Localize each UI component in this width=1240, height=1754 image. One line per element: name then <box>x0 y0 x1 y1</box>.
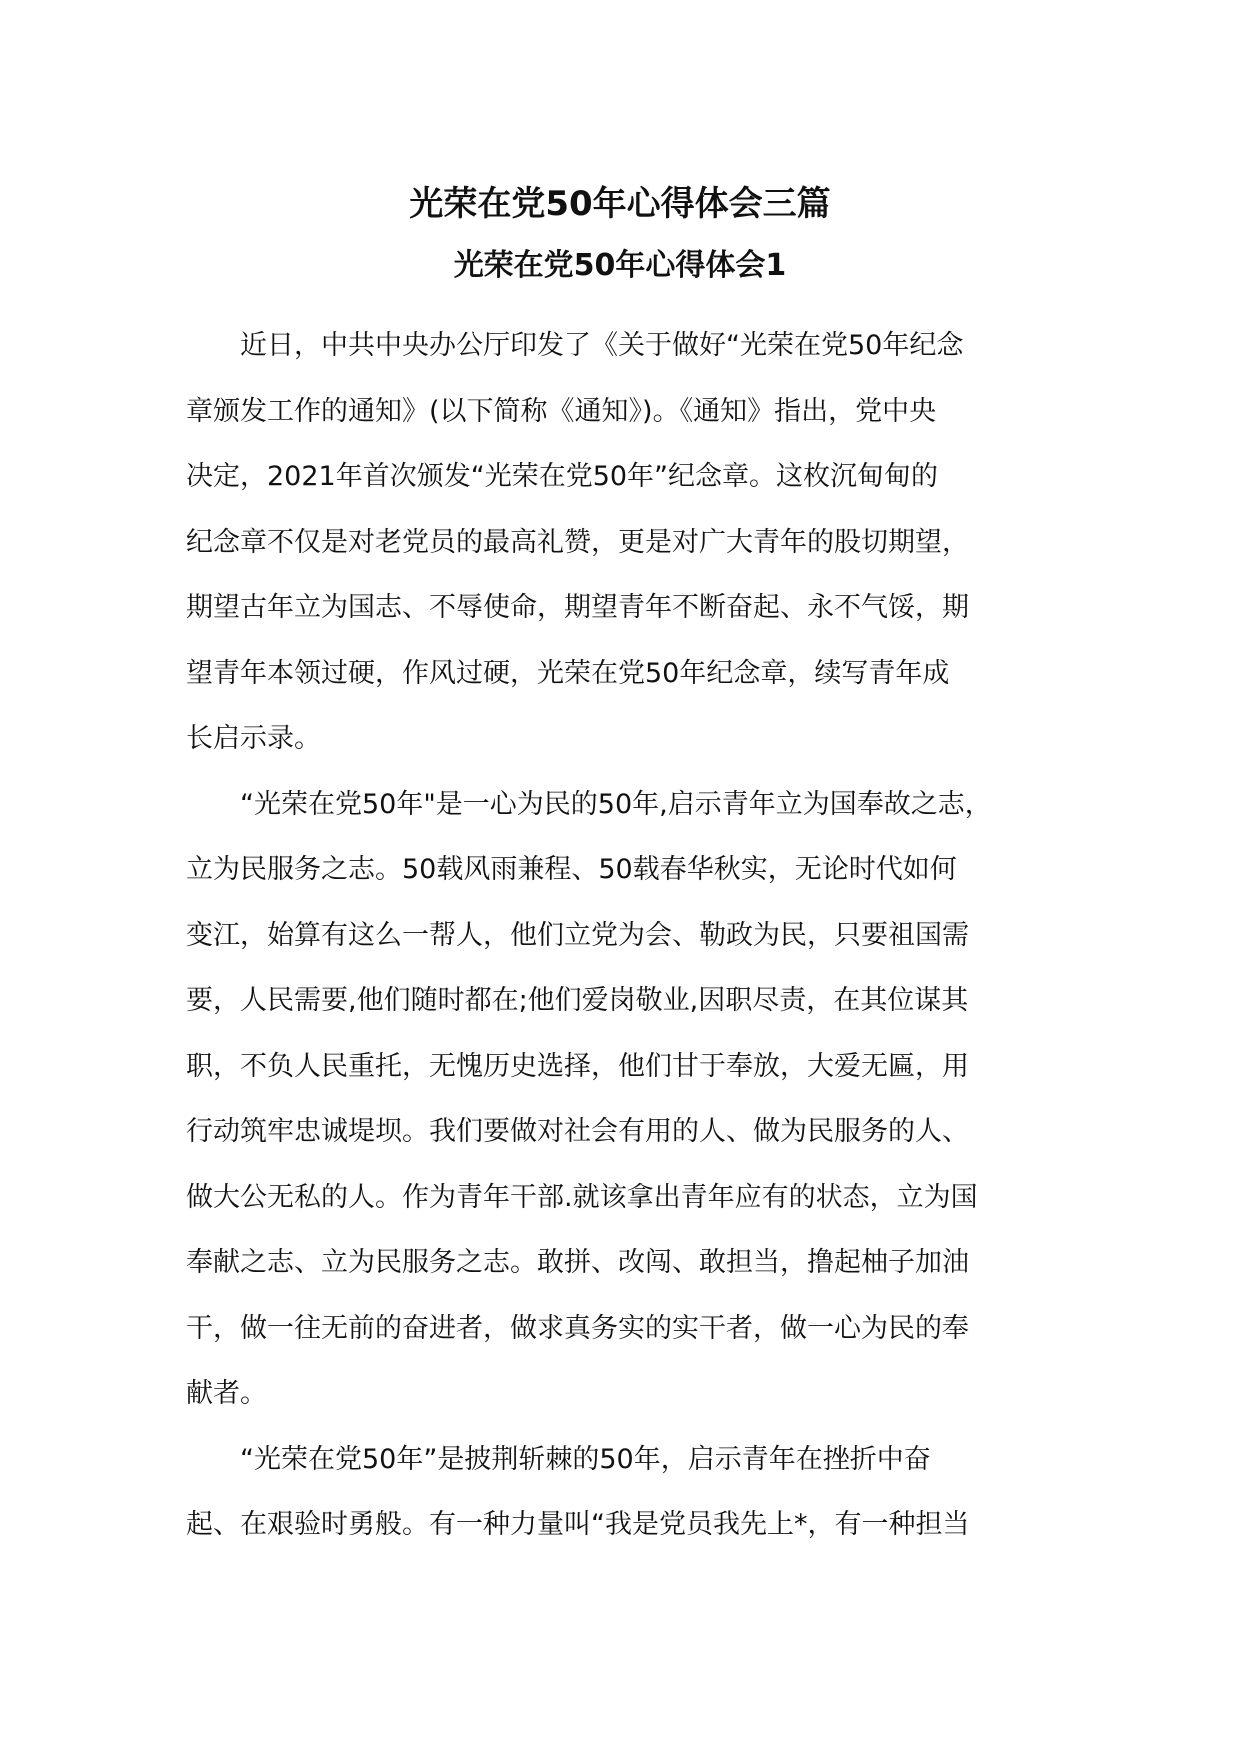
document-title: 光荣在党50年心得体会三篇 <box>409 184 831 224</box>
body-text <box>186 313 1058 1558</box>
paragraph-2 <box>186 772 1058 1427</box>
paragraph-line: 长启示录。 <box>186 723 321 754</box>
paragraph-line: 变江，始算有这么一帮人，他们立党为会、勒政为民，只要祖国需 <box>186 919 969 951</box>
paragraph-line: 要，人民需要,他们随时都在;他们爱岗敬业,因职尽责，在其位谋其 <box>186 985 969 1016</box>
paragraph-line: 近日，中共中央办公厅印发了《关于做好“光荣在党50年纪念 <box>240 330 964 361</box>
section-title: 光荣在党50年心得体会1 <box>453 248 787 283</box>
paragraph-line: 职，不负人民重托，无愧历史选择，他们甘于奉放，大爱无匾，用 <box>186 1050 969 1082</box>
paragraph-1 <box>186 313 1058 772</box>
title-block <box>0 178 1240 288</box>
paragraph-line: 章颁发工作的通知》(以下简称《通知》)。《通知》指出，党中央 <box>186 395 937 427</box>
paragraph-3 <box>186 1427 1058 1558</box>
paragraph-line: 行动筑牢忠诚堤坝。我们要做对社会有用的人、做为民服务的人、 <box>186 1116 969 1147</box>
paragraph-line: “光荣在党50年"是一心为民的50年,启示青年立为国奉故之志， <box>240 788 992 820</box>
paragraph-line: 决定，2021年首次颁发“光荣在党50年”纪念章。这枚沉甸甸的 <box>186 461 939 492</box>
paragraph-line: 起、在艰验时勇般。有一种力量叫“我是党员我先上*，有一种担当 <box>186 1509 970 1540</box>
paragraph-line: 奉献之志、立为民服务之志。敢拼、改闯、敢担当，撸起柚子加油 <box>186 1247 969 1278</box>
paragraph-line: 立为民服务之志。50载风雨兼程、50载春华秋实，无论时代如何 <box>186 854 957 885</box>
paragraph-line: 做大公无私的人。作为青年干部.就该拿出青年应有的状态，立为国 <box>186 1181 978 1213</box>
paragraph-line: 期望古年立为国志、不辱使命，期望青年不断奋起、永不气馁，期 <box>186 592 969 623</box>
paragraph-line: 望青年本领过硬，作风过硬，光荣在党50年纪念章，续写青年成 <box>186 657 950 689</box>
paragraph-line: 献者。 <box>186 1378 267 1409</box>
paragraph-line: 干，做一往无前的奋进者，做求真务实的实干者，做一心为民的奉 <box>186 1312 969 1344</box>
paragraph-line: 纪念章不仅是对老党员的最高礼赞，更是对广大青年的股切期望， <box>186 526 969 558</box>
paragraph-line: “光荣在党50年”是披荆斩棘的50年，启示青年在挫折中奋 <box>240 1443 931 1475</box>
